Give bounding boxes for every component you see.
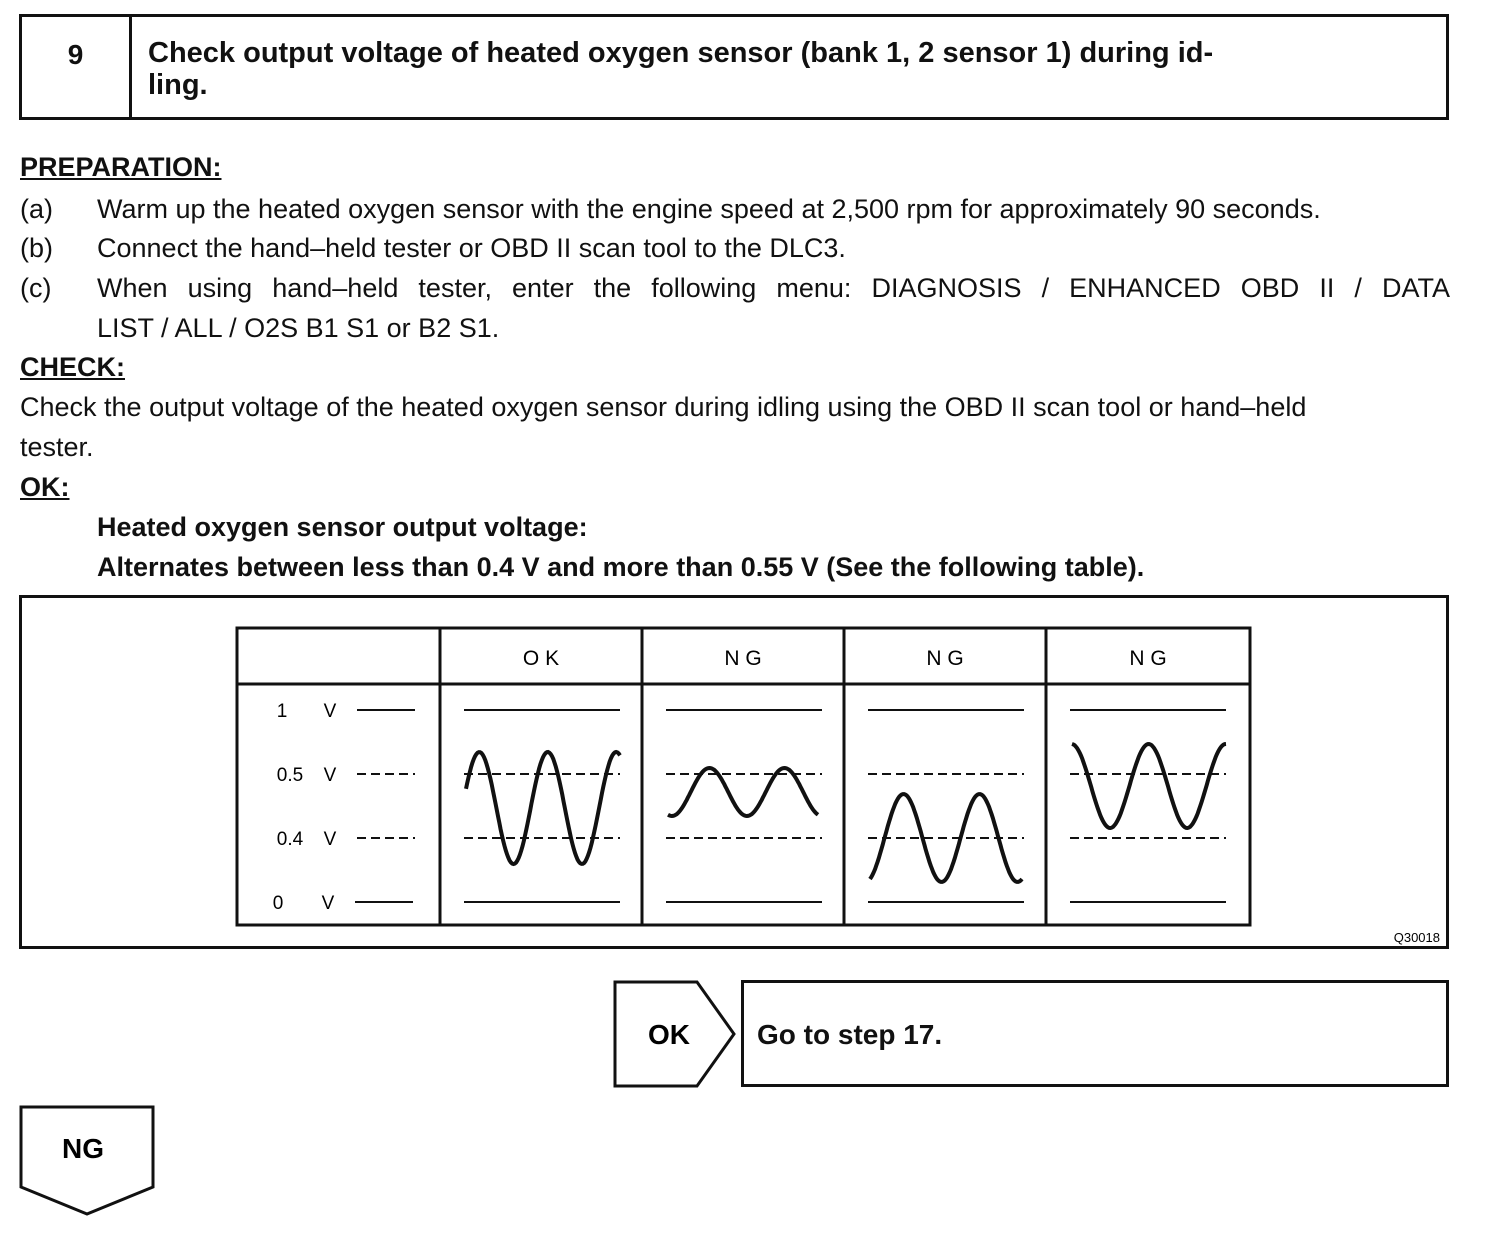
step-header [19, 14, 1449, 120]
ok-spec-line-2: Alternates between less than 0.4 V and more than 0.55 V (See the following table). [97, 552, 1145, 582]
ng-result-arrow [19, 1105, 157, 1217]
prep-item-b-text: Connect the hand–held tester or OBD II scan tool to the DLC3. [97, 233, 846, 263]
prep-item-c-text-line-2: LIST / ALL / O2S B1 S1 or B2 S1. [97, 313, 500, 343]
voltage-waveform-figure [19, 595, 1449, 949]
table-frame [237, 628, 1250, 925]
column-ng2-reference-lines [868, 710, 1024, 902]
ok-result-action-box [741, 980, 1449, 1087]
voltage-label-1v: 1 [276, 701, 288, 722]
waveform-ng-low-amplitude [668, 768, 818, 816]
prep-item-c-label: (c) [20, 273, 52, 303]
waveform-ok [466, 752, 620, 864]
voltage-unit-0-4v: V [323, 829, 337, 850]
voltage-label-0-5v: 0.5 [276, 765, 304, 786]
ok-result-action: Go to step 17. [757, 1019, 943, 1050]
prep-item-a-text: Warm up the heated oxygen sensor with the engine speed at 2,500 rpm for approximately 90 seconds. [97, 194, 1321, 224]
voltage-unit-0v: V [321, 893, 335, 914]
ok-heading: OK: [20, 472, 70, 502]
waveform-ng-rich [1072, 744, 1226, 828]
prep-item-b-label: (b) [20, 233, 53, 263]
col-header-ng-2: N G [926, 647, 964, 670]
column-ok-reference-lines [464, 710, 620, 902]
preparation-heading: PREPARATION: [20, 152, 222, 182]
step-title-line-1: Check output voltage of heated oxygen sensor (bank 1, 2 sensor 1) during id- [148, 37, 1214, 69]
col-header-ok: O K [522, 647, 560, 670]
column-ng3-reference-lines [1070, 710, 1226, 902]
check-text-line-2: tester. [20, 432, 94, 462]
voltage-label-0-4v: 0.4 [276, 829, 304, 850]
prep-item-c-text-line-1: When using hand–held tester, enter the following menu: DIAGNOSIS / ENHANCED OBD II / DATA [97, 273, 1450, 303]
voltage-unit-1v: V [323, 701, 337, 722]
step-title-line-2: ling. [148, 69, 208, 101]
prep-item-a-label: (a) [20, 194, 53, 224]
voltage-unit-0-5v: V [323, 765, 337, 786]
ok-spec-line-1: Heated oxygen sensor output voltage: [97, 512, 588, 542]
ok-result-arrow [613, 980, 739, 1088]
column-ng1-reference-lines [666, 710, 822, 902]
check-heading: CHECK: [20, 352, 125, 382]
col-header-ng-1: N G [724, 647, 762, 670]
ng-result-label: NG [62, 1133, 104, 1164]
voltage-label-0v: 0 [272, 893, 284, 914]
ok-result-label: OK [648, 1019, 690, 1050]
check-text-line-1: Check the output voltage of the heated oxygen sensor during idling using the OBD II scan tool or hand–held [20, 392, 1307, 422]
figure-reference-code: Q30018 [1393, 930, 1440, 945]
col-header-ng-3: N G [1129, 647, 1167, 670]
waveform-table [22, 598, 1446, 946]
step-number: 9 [22, 17, 132, 117]
step-title [148, 37, 1408, 101]
